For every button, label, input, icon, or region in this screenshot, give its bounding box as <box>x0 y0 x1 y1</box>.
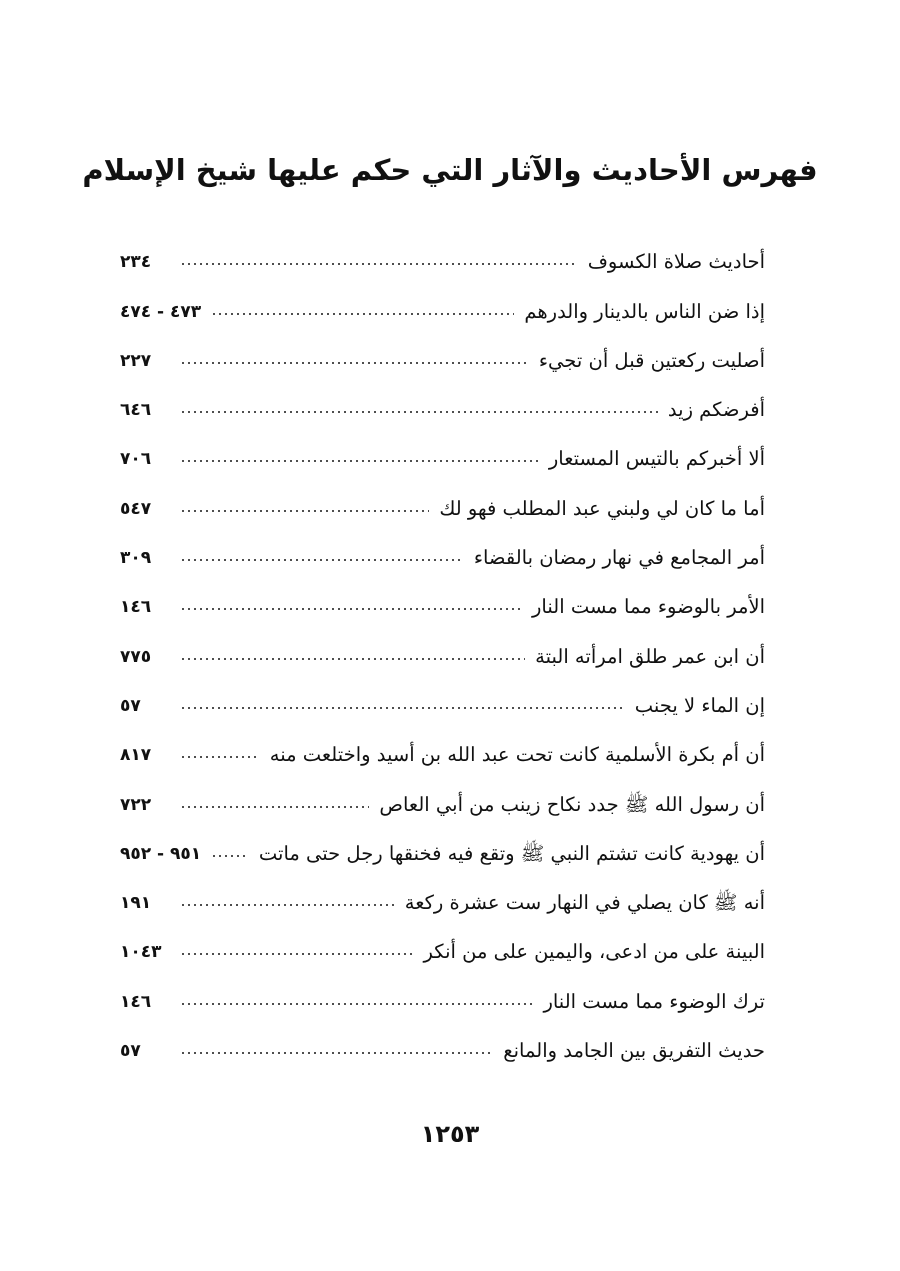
entry-text: البينة على من ادعى، واليمين على من أنكر <box>423 940 765 964</box>
leader-dots <box>180 752 260 762</box>
index-entry <box>120 923 765 972</box>
entry-text: أن يهودية كانت تشتم النبي ﷺ وتقع فيه فخنقها رجل حتى ماتت <box>258 841 765 865</box>
entry-text: الأمر بالوضوء مما مست النار <box>532 595 765 619</box>
entry-page-number: ٧٠٦ <box>120 449 152 470</box>
leader-dots <box>180 1048 493 1058</box>
index-entry <box>120 1022 765 1071</box>
entry-text: أن أم بكرة الأسلمية كانت تحت عبد الله بن أسيد واختلعت منه <box>269 743 765 767</box>
entry-page-number: ٩٥١ - ٩٥٢ <box>120 843 202 864</box>
entry-page-number: ٨١٧ <box>120 745 152 766</box>
leader-dots <box>180 604 522 614</box>
leader-dots <box>180 259 578 269</box>
entry-text: أن ابن عمر طلق امرأته البتة <box>535 644 765 668</box>
leader-dots <box>180 654 525 664</box>
index-entry <box>120 479 765 528</box>
index-entry <box>120 430 765 479</box>
leader-dots <box>180 802 369 812</box>
index-entry <box>120 529 765 578</box>
leader-dots <box>211 851 249 861</box>
entry-page-number: ١٤٦ <box>120 597 152 618</box>
leader-dots <box>180 506 429 516</box>
index-entry <box>120 282 765 331</box>
entry-text: إن الماء لا يجنب <box>634 693 765 717</box>
entry-page-number: ٣٠٩ <box>120 548 152 569</box>
hadith-index-list <box>120 233 765 1071</box>
entry-page-number: ١٤٦ <box>120 991 152 1012</box>
entry-page-number: ٧٧٥ <box>120 646 152 667</box>
entry-page-number: ٤٧٣ - ٤٧٤ <box>120 301 202 322</box>
entry-text: أحاديث صلاة الكسوف <box>587 250 765 274</box>
entry-text: ألا أخبركم بالتيس المستعار <box>548 447 765 471</box>
entry-text: أنه ﷺ كان يصلي في النهار ست عشرة ركعة <box>404 891 765 915</box>
entry-page-number: ٢٢٧ <box>120 350 152 371</box>
leader-dots <box>180 555 464 565</box>
index-entry <box>120 578 765 627</box>
entry-text: أن رسول الله ﷺ جدد نكاح زينب من أبي العاص <box>379 792 765 816</box>
leader-dots <box>180 703 625 713</box>
page-title: فهرس الأحاديث والآثار التي حكم عليها شيخ الإسلام <box>82 153 818 187</box>
entry-text: أفرضكم زيد <box>667 398 765 422</box>
index-entry <box>120 381 765 430</box>
entry-page-number: ٥٧ <box>120 695 141 716</box>
leader-dots <box>180 358 529 368</box>
index-entry <box>120 233 765 282</box>
index-entry <box>120 627 765 676</box>
entry-text: إذا ضن الناس بالدينار والدرهم <box>524 299 765 323</box>
leader-dots <box>180 456 539 466</box>
entry-text: ترك الوضوء مما مست النار <box>543 989 765 1013</box>
entry-text: أصليت ركعتين قبل أن تجيء <box>538 348 765 372</box>
index-entry <box>120 677 765 726</box>
index-entry <box>120 726 765 775</box>
entry-page-number: ٦٤٦ <box>120 400 152 421</box>
entry-page-number: ٥٧ <box>120 1041 141 1062</box>
leader-dots <box>180 999 533 1009</box>
page-number: ١٢٥٣ <box>420 1120 480 1148</box>
leader-dots <box>180 407 658 417</box>
entry-page-number: ١٠٤٣ <box>120 942 162 963</box>
index-entry <box>120 874 765 923</box>
entry-text: أما ما كان لي ولبني عبد المطلب فهو لك <box>439 496 765 520</box>
index-entry <box>120 825 765 874</box>
leader-dots <box>180 900 395 910</box>
entry-page-number: ٢٣٤ <box>120 252 152 273</box>
index-entry <box>120 332 765 381</box>
entry-text: أمر المجامع في نهار رمضان بالقضاء <box>473 546 765 570</box>
entry-page-number: ٧٢٢ <box>120 794 152 815</box>
index-entry <box>120 972 765 1021</box>
leader-dots <box>180 949 414 959</box>
leader-dots <box>211 309 514 319</box>
index-entry <box>120 775 765 824</box>
entry-text: حديث التفريق بين الجامد والمانع <box>503 1039 765 1063</box>
entry-page-number: ١٩١ <box>120 893 152 914</box>
entry-page-number: ٥٤٧ <box>120 498 152 519</box>
